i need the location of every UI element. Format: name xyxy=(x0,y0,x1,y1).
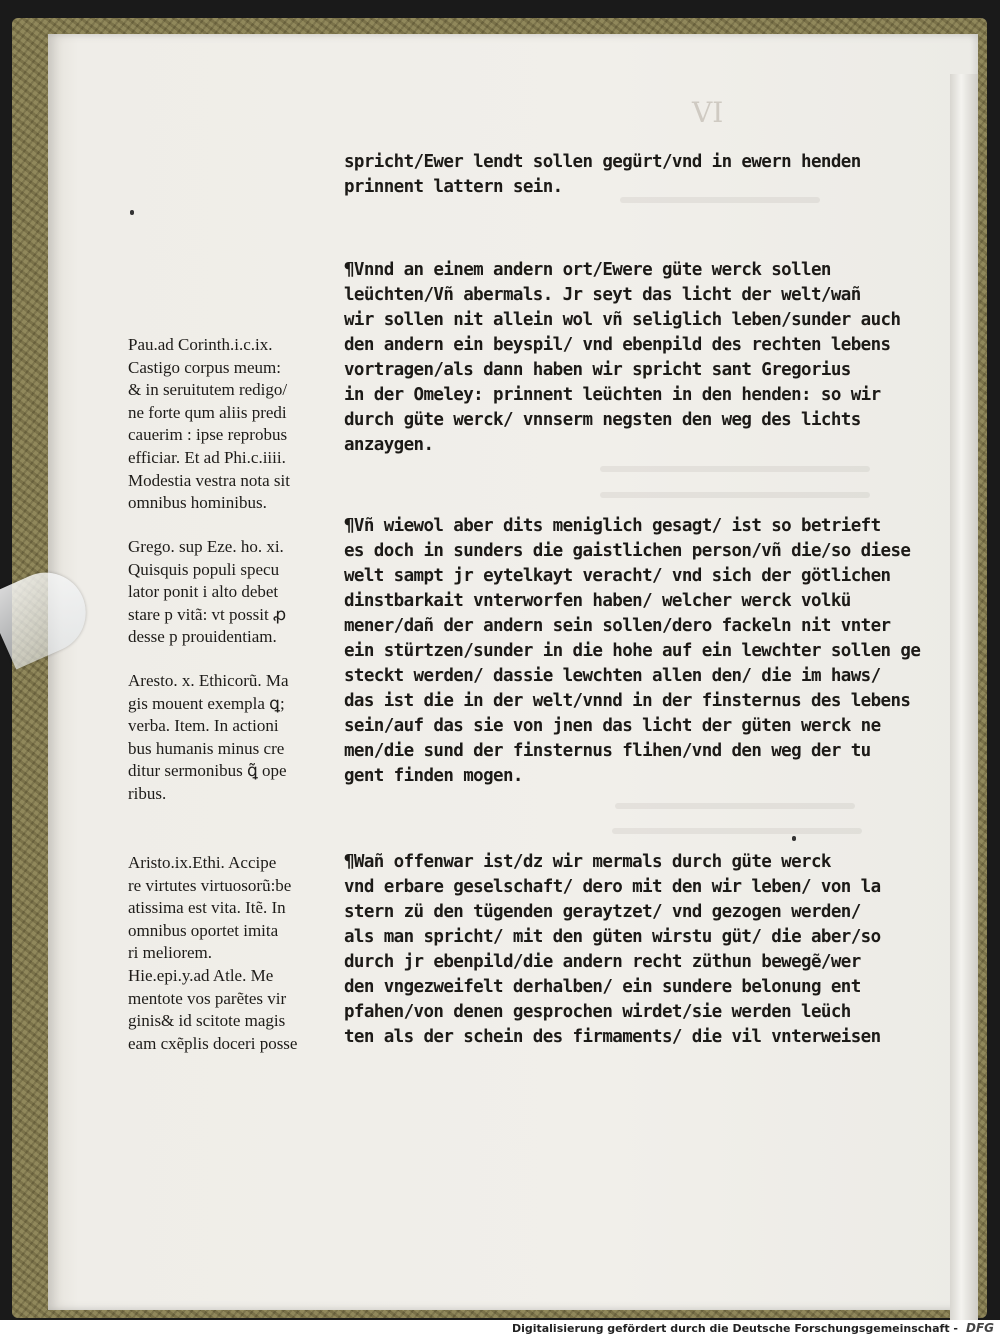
text-line: vortragen/als dann haben wir spricht sant Gregorius xyxy=(344,360,851,380)
text-line: es doch in sunders die gaistlichen person/vñ die/so diese xyxy=(344,541,911,561)
margin-line: omnibus oportet imita xyxy=(128,920,279,940)
margin-line: Castigo corpus meum: xyxy=(128,357,281,377)
text-line: mener/dañ der andern sein sollen/dero fackeln nit vnter xyxy=(344,616,891,636)
text-line: durch jr ebenpild/die andern recht züthun bewegẽ/wer xyxy=(344,952,861,972)
margin-line: Quisquis populi specu xyxy=(128,559,280,579)
folio-number: VI xyxy=(692,96,724,129)
text-line: welt sampt jr eytelkayt veracht/ vnd sich der götlichen xyxy=(344,566,891,586)
margin-line: stare p vitã: vt possit ꝓ xyxy=(128,604,287,624)
text-line: spricht/Ewer lendt sollen gegürt/vnd in ewern henden xyxy=(344,152,861,172)
margin-line: & in seruitutem redigo/ xyxy=(128,380,288,400)
main-paragraph-3 xyxy=(344,514,921,789)
ink-speck xyxy=(792,836,796,841)
text-line: vnd erbare geselschaft/ dero mit den wir leben/ von la xyxy=(344,877,881,897)
text-line: gent finden mogen. xyxy=(344,766,523,786)
margin-line: eam cxẽplis doceri posse xyxy=(128,1033,298,1053)
text-line: ein stürtzen/sunder in die hohe auf ein lewchter sollen ge xyxy=(344,641,921,661)
margin-note-1 xyxy=(128,334,340,515)
margin-line: efficiar. Et ad Phi.c.iiii. xyxy=(128,447,286,467)
text-line: in der Omeley: prinnent leüchten in den henden: so wir xyxy=(344,385,881,405)
margin-line: ne forte qum aliis predi xyxy=(128,402,287,422)
margin-line: gis mouent exempla ꝗ; xyxy=(128,693,285,713)
text-line: ¶Vñ wiewol aber dits meniglich gesagt/ ist so betrieft xyxy=(344,516,881,536)
main-paragraph-1 xyxy=(344,150,884,200)
margin-line: Grego. sup Eze. ho. xi. xyxy=(128,537,284,556)
text-line: ¶Wañ offenwar ist/dz wir mermals durch güte werck xyxy=(344,852,831,872)
text-line: als man spricht/ mit den güten wirstu güt/ die aber/so xyxy=(344,927,881,947)
text-line: ten als der schein des firmaments/ die vil vnterweisen xyxy=(344,1027,881,1047)
margin-note-2 xyxy=(128,536,340,649)
text-line: stern zü den tügenden geraytzet/ vnd gezogen werden/ xyxy=(344,902,861,922)
main-paragraph-2 xyxy=(344,258,901,458)
text-line: den andern ein beyspil/ vnd ebenpild des rechten lebens xyxy=(344,335,891,355)
footer-bar xyxy=(0,1320,1000,1339)
margin-line: lator ponit i alto debet xyxy=(128,582,279,602)
margin-line: verba. Item. In actioni xyxy=(128,716,279,736)
show-through xyxy=(600,466,870,472)
margin-line: Modestia vestra nota sit xyxy=(128,470,290,490)
margin-line: Aristo.ix.Ethi. Accipe xyxy=(128,853,277,872)
text-line: dinstbarkait vnterworfen haben/ welcher werck volkü xyxy=(344,591,851,611)
margin-line: desse p prouidentiam. xyxy=(128,627,277,647)
text-line: wir sollen nit allein wol vñ seliglich leben/sunder auch xyxy=(344,310,901,330)
margin-note-4 xyxy=(128,852,340,1055)
margin-line: atissima est vita. Itẽ. In xyxy=(128,898,286,918)
margin-line: re virtutes virtuosorũ:be xyxy=(128,875,292,895)
text-line: ¶Vnnd an einem andern ort/Ewere güte werck sollen xyxy=(344,260,831,280)
margin-line: omnibus hominibus. xyxy=(128,493,267,513)
text-line: men/die sund der finsternus flihen/vnd den weg der tu xyxy=(344,741,871,761)
margin-line: ri meliorem. xyxy=(128,943,213,963)
margin-line: Aresto. x. Ethicorũ. Ma xyxy=(128,671,289,690)
text-line: sein/auf das sie von jnen das licht der güten werck ne xyxy=(344,716,881,736)
main-paragraph-4 xyxy=(344,850,884,1050)
show-through xyxy=(612,828,862,834)
margin-note-3 xyxy=(128,670,340,806)
ink-speck xyxy=(130,210,134,215)
show-through xyxy=(600,492,870,498)
margin-line: bus humanis minus cre xyxy=(128,738,285,758)
margin-line: mentote vos parẽtes vir xyxy=(128,988,287,1008)
text-line: pfahen/von denen gesprochen wirdet/sie werden leüch xyxy=(344,1002,851,1022)
margin-line: Pau.ad Corinth.i.c.ix. xyxy=(128,335,273,354)
text-line: durch güte werck/ vnnserm negsten den weg des lichts xyxy=(344,410,861,430)
footer-credit: Digitalisierung gefördert durch die Deutsche Forschungsgemeinschaft - xyxy=(511,1322,958,1335)
page-edge xyxy=(950,74,978,1324)
dfg-logo: DFG xyxy=(965,1321,994,1335)
text-line: prinnent lattern sein. xyxy=(344,177,563,197)
margin-line: ribus. xyxy=(128,783,167,803)
margin-line: ginis& id scitote magis xyxy=(128,1011,286,1031)
text-line: steckt werden/ dassie lewchten allen den/ die im haws/ xyxy=(344,666,881,686)
show-through xyxy=(615,803,855,809)
text-line: das ist die in der welt/vnnd in der finsternus des lebens xyxy=(344,691,911,711)
margin-line: Hie.epi.y.ad Atle. Me xyxy=(128,965,274,985)
text-line: anzaygen. xyxy=(344,435,434,455)
margin-line: cauerim : ipse reprobus xyxy=(128,425,288,445)
text-line: leüchten/Vñ abermals. Jr seyt das licht der welt/wañ xyxy=(344,285,861,305)
text-line: den vngezweifelt derhalben/ ein sundere belonung ent xyxy=(344,977,861,997)
margin-line: ditur sermonibus ꝗ̃ ope xyxy=(128,761,287,781)
